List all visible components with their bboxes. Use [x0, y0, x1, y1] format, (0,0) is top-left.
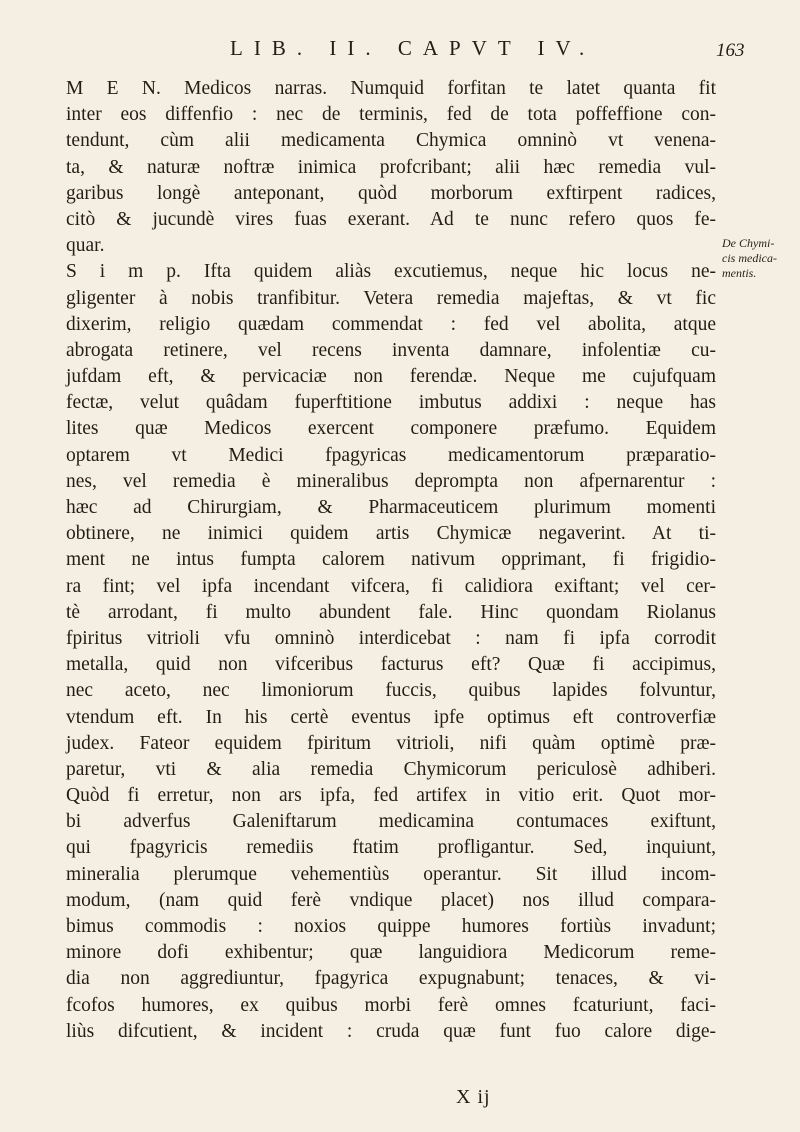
text-line: modum, (nam quid ferè vndique placet) nos illud compara- [66, 889, 716, 911]
margin-note [722, 236, 796, 281]
text-line: fcofos humores, ex quibus morbi ferè omnes fcaturiunt, faci- [66, 994, 716, 1016]
text-line: nes, vel remedia è mineralibus deprompta non afpernarentur : [66, 470, 716, 492]
text-line: tè arrodant, fi multo abundent fale. Hinc quondam Riolanus [66, 601, 716, 623]
text-line: tendunt, cùm alii medicamenta Chymica omninò vt venena- [66, 130, 716, 152]
running-head: LIB. II. CAPVT IV. [230, 36, 596, 60]
text-line: vtendum eft. In his certè eventus ipfe optimus eft controverfiæ [66, 706, 716, 728]
text-line: qui fpagyricis remediis ftatim profligantur. Sed, inquiunt, [66, 837, 716, 859]
text-line: ta, & naturæ noftræ inimica profcribant; alii hæc remedia vul- [66, 156, 716, 178]
text-line: quar. [66, 235, 105, 257]
page-header [0, 36, 800, 66]
text-line: Quòd fi erretur, non ars ipfa, fed artifex in vitio erit. Quot mor- [66, 785, 716, 807]
text-line: hæc ad Chirurgiam, & Pharmaceuticem plurimum momenti [66, 497, 716, 518]
text-line: paretur, vti & alia remedia Chymicorum periculosè adhiberi. [66, 758, 716, 780]
signature-mark: X ij [456, 1086, 491, 1108]
text-line: obtinere, ne inimici quidem artis Chymicæ negaverint. At ti- [66, 523, 716, 545]
text-line: S i m p. Ifta quidem aliàs excutiemus, neque hic locus ne- [66, 261, 716, 283]
text-line: citò & jucundè vires fuas exerant. Ad te nunc refero quos fe- [66, 208, 716, 230]
text-line: optarem vt Medici fpagyricas medicamentorum præparatio- [66, 444, 716, 466]
text-line: bi adverfus Galeniftarum medicamina contumaces exiftunt, [66, 811, 716, 833]
text-line: minore dofi exhibentur; quæ languidiora Medicorum reme- [66, 942, 716, 964]
text-line: ment ne intus fumpta calorem nativum opprimant, fi frigidio- [66, 549, 716, 571]
text-line: metalla, quid non vifceribus facturus eft? Quæ fi accipimus, [66, 654, 716, 676]
page-number: 163 [716, 40, 745, 61]
body-text [66, 76, 716, 1045]
text-line: ra fint; vel ipfa incendant vifcera, fi calidiora exiftant; vel cer- [66, 575, 716, 597]
text-line: dixerim, religio quædam commendat : fed vel abolita, atque [66, 313, 716, 335]
text-line: liùs difcutient, & incident : cruda quæ funt fuo calore dige- [66, 1020, 716, 1042]
text-line: inter eos diffenfio : nec de terminis, fed de tota poffeffione con- [66, 104, 716, 126]
text-line: lites quæ Medicos exercent componere præfumo. Equidem [66, 418, 716, 440]
text-line: M E N. Medicos narras. Numquid forfitan te latet quanta fit [66, 78, 716, 99]
text-line: nec aceto, nec limoniorum fuccis, quibus lapides folvuntur, [66, 680, 716, 702]
text-line: judex. Fateor equidem fpiritum vitrioli, nifi quàm optimè præ- [66, 732, 716, 754]
text-line: mineralia plerumque vehementiùs operantur. Sit illud incom- [66, 863, 716, 885]
text-line: abrogata retinere, vel recens inventa damnare, infolentiæ cu- [66, 339, 716, 361]
text-line: fpiritus vitrioli vfu omninò interdicebat : nam fi ipfa corrodit [66, 627, 716, 649]
text-line: fectæ, velut quâdam fuperftitione imbutus addixi : neque has [66, 392, 716, 414]
margin-note-line: mentis. [722, 266, 757, 280]
text-line: garibus longè anteponant, quòd morborum exftirpent radices, [66, 182, 716, 204]
text-line: dia non aggrediuntur, fpagyrica expugnabunt; tenaces, & vi- [66, 968, 716, 990]
text-line: bimus commodis : noxios quippe humores fortiùs invadunt; [66, 916, 716, 937]
text-line: jufdam eft, & pervicaciæ non ferendæ. Neque me cujufquam [66, 366, 716, 388]
margin-note-line: De Chymi- [722, 236, 775, 250]
text-line: gligenter à nobis tranfibitur. Vetera remedia majeftas, & vt fic [66, 287, 716, 309]
margin-note-line: cis medica- [722, 251, 777, 265]
